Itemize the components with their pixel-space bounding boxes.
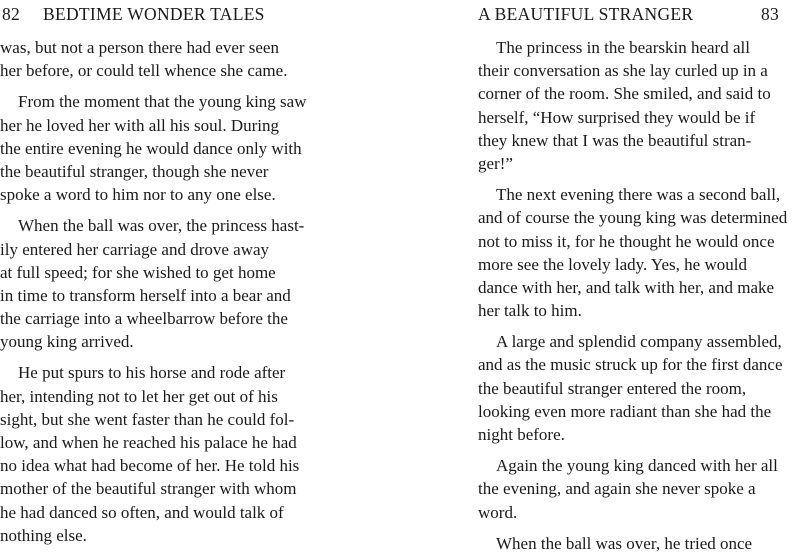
text-line: A large and splendid company assembled, (496, 332, 782, 352)
text-line: From the moment that the young king saw (18, 92, 307, 112)
text-line: corner of the room. She smiled, and said to (478, 84, 771, 104)
text-line: sight, but she went faster than he could fol- (0, 409, 295, 429)
page-number: 83 (761, 4, 780, 24)
right-page (478, 0, 795, 553)
text-line: the beautiful stranger entered the room, (478, 378, 747, 398)
paragraph (478, 36, 795, 175)
running-title: A BEAUTIFUL STRANGER (478, 4, 694, 24)
text-line: her he loved her with all his soul. During (0, 115, 280, 135)
running-title: BEDTIME WONDER TALES (43, 4, 265, 24)
paragraph (0, 361, 340, 547)
text-line: low, and when he reached his palace he had (0, 433, 297, 452)
text-line: they knew that I was the beautiful stran- (478, 130, 752, 150)
right-page-header (478, 4, 795, 28)
text-line: nothing else. (0, 525, 87, 545)
text-line: the evening, and again she never spoke a (478, 479, 756, 499)
paragraph (478, 330, 795, 446)
paragraph (478, 454, 795, 524)
text-line: the carriage into a wheelbarrow before the (0, 309, 288, 329)
paragraph (478, 183, 795, 322)
text-line: Again the young king danced with her all (496, 456, 778, 476)
paragraph (478, 532, 795, 555)
text-line: The princess in the bearskin heard all (496, 38, 750, 57)
text-line: he had danced so often, and would talk of (0, 502, 284, 522)
text-line: at full speed; for she wished to get home (0, 262, 276, 282)
text-line: the beautiful stranger, though she never (0, 161, 269, 181)
text-line: and of course the young king was determined (478, 208, 788, 228)
text-line: young king arrived. (0, 332, 134, 352)
paragraph (0, 90, 340, 206)
text-line: word. (478, 502, 518, 522)
text-line: in time to transform herself into a bear and (0, 285, 291, 305)
text-line: not to miss it, for he thought he would once (478, 231, 775, 251)
text-line: dance with her, and talk with her, and make (478, 277, 775, 297)
text-line: was, but not a person there had ever seen (0, 38, 279, 57)
text-line: mother of the beautiful stranger with whom (0, 479, 297, 499)
text-line: When the ball was over, he tried once (496, 533, 753, 553)
text-line: her, intending not to let her get out of his (0, 386, 278, 406)
right-page-body (478, 36, 795, 555)
text-line: When the ball was over, the princess hast- (18, 216, 305, 236)
text-line: the entire evening he would dance only with (0, 138, 302, 158)
text-line: The next evening there was a second ball, (496, 185, 781, 205)
left-page (0, 0, 340, 545)
text-line: her before, or could tell whence she came. (0, 61, 288, 81)
left-page-body (0, 36, 340, 547)
text-line: spoke a word to him nor to any one else. (0, 185, 276, 205)
paragraph (0, 214, 340, 353)
page-number: 82 (2, 4, 21, 24)
text-line: their conversation as she lay curled up in a (478, 61, 768, 81)
text-line: ger!” (478, 153, 513, 173)
text-line: ily entered her carriage and drove away (0, 239, 270, 259)
paragraph (0, 36, 340, 82)
text-line: herself, “How surprised they would be if (478, 107, 756, 127)
left-page-header (0, 4, 340, 28)
text-line: no idea what had become of her. He told his (0, 456, 300, 476)
text-line: looking even more radiant than she had the (478, 401, 772, 421)
text-line: He put spurs to his horse and rode after (18, 363, 286, 383)
text-line: night before. (478, 425, 565, 444)
text-line: more see the lovely lady. Yes, he would (478, 254, 747, 274)
text-line: and as the music struck up for the first dance (478, 355, 783, 375)
text-line: her talk to him. (478, 301, 582, 321)
